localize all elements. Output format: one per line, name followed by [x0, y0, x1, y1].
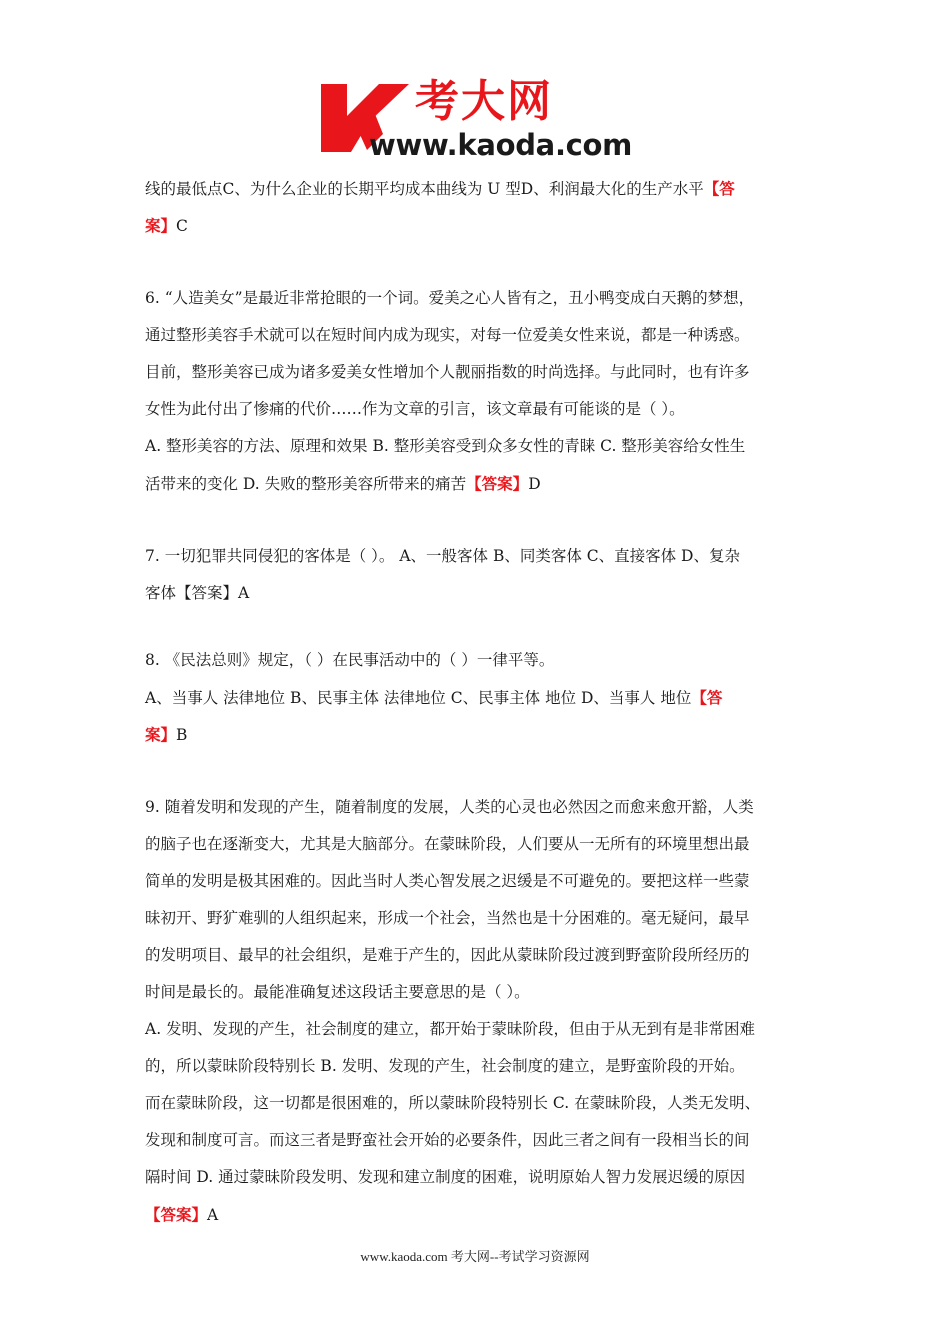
text-line: 8. 《民法总则》规定，（ ）在民事活动中的（ ）一律平等。	[145, 651, 555, 669]
text-line: 而在蒙昧阶段，这一切都是很困难的，所以蒙昧阶段特别长 C. 在蒙昧阶段，人类无发明、	[145, 1094, 761, 1112]
text-line: 线的最低点C、为什么企业的长期平均成本曲线为 U 型D、利润最大化的生产水平【答	[145, 179, 735, 198]
answer-tag: 案】	[145, 725, 177, 744]
answer-tag: 【答案】	[145, 1205, 208, 1224]
text-line: 的发明项目、最早的社会组织，是难于产生的，因此从蒙昧阶段过渡到野蛮阶段所经历的	[145, 946, 750, 964]
answer-value: B	[176, 726, 188, 744]
text-line: 昧初开、野犷难驯的人组织起来，形成一个社会，当然也是十分困难的。毫无疑问，最早	[145, 909, 750, 927]
question-8	[145, 642, 810, 753]
text-line: 发现和制度可言。而这三者是野蛮社会开始的必要条件，因此三者之间有一段相当长的间	[145, 1131, 750, 1149]
logo-chinese-name: 考大网	[415, 76, 553, 127]
text-line: 通过整形美容手术就可以在短时间内成为现实，对每一位爱美女性来说，都是一种诱惑。	[145, 326, 750, 344]
text-line: 6. “人造美女”是最近非常抢眼的一个词。爱美之心人皆有之，丑小鸭变成白天鹅的梦想，	[145, 289, 755, 307]
text-line: A. 整形美容的方法、原理和效果 B. 整形美容受到众多女性的青睐 C. 整形美容给女性生	[145, 437, 746, 455]
question-7	[145, 538, 810, 612]
answer-tag: 【答	[703, 179, 735, 198]
document-body	[145, 170, 810, 1233]
text-line: 客体【答案】A	[145, 584, 250, 602]
answer-tag: 【答	[691, 688, 723, 707]
text-line: 的，所以蒙昧阶段特别长 B. 发明、发现的产生，社会制度的建立，是野蛮阶段的开始。	[145, 1057, 745, 1075]
text-line	[145, 1196, 810, 1233]
text-line	[145, 207, 810, 244]
text-line: 7. 一切犯罪共同侵犯的客体是（ ）。 A、一般客体 B、同类客体 C、直接客体 D、复杂	[145, 547, 740, 565]
text-line: 的脑子也在逐渐变大，尤其是大脑部分。在蒙昧阶段，人们要从一无所有的环境里想出最	[145, 835, 750, 853]
text-line: 简单的发明是极其困难的。因此当时人类心智发展之迟缓是不可避免的。要把这样一些蒙	[145, 872, 750, 890]
text-line: 活带来的变化 D. 失败的整形美容所带来的痛苦【答案】D	[145, 474, 541, 493]
answer-value: C	[176, 217, 188, 235]
text-line	[145, 716, 810, 753]
question-9	[145, 789, 810, 1233]
logo-url: www.kaoda.com	[369, 128, 633, 162]
kaoda-logo	[317, 78, 647, 160]
text-line: A. 发明、发现的产生，社会制度的建立，都开始于蒙昧阶段，但由于从无到有是非常困难	[145, 1020, 756, 1038]
text-line: 隔时间 D. 通过蒙昧阶段发明、发现和建立制度的困难，说明原始人智力发展迟缓的原因	[145, 1168, 746, 1186]
page-footer: www.kaoda.com 考大网--考试学习资源网	[360, 1249, 590, 1264]
question-6	[145, 280, 810, 502]
answer-value: A	[207, 1206, 219, 1224]
text-line: 目前，整形美容已成为诸多爱美女性增加个人靓丽指数的时尚选择。与此同时，也有许多	[145, 363, 750, 381]
text-line: 9. 随着发明和发现的产生，随着制度的发展，人类的心灵也必然因之而愈来愈开豁，人类	[145, 798, 754, 816]
text-line: 女性为此付出了惨痛的代价……作为文章的引言，该文章最有可能谈的是（ ）。	[145, 400, 685, 418]
question-5-tail	[145, 170, 810, 244]
answer-tag: 案】	[145, 216, 177, 235]
text-line: 时间是最长的。最能准确复述这段话主要意思的是（ ）。	[145, 983, 530, 1001]
text-line: A、当事人 法律地位 B、民事主体 法律地位 C、民事主体 地位 D、当事人 地位【答	[145, 688, 723, 707]
answer-tag: 【答案】	[466, 474, 529, 493]
answer-value: D	[528, 475, 541, 493]
